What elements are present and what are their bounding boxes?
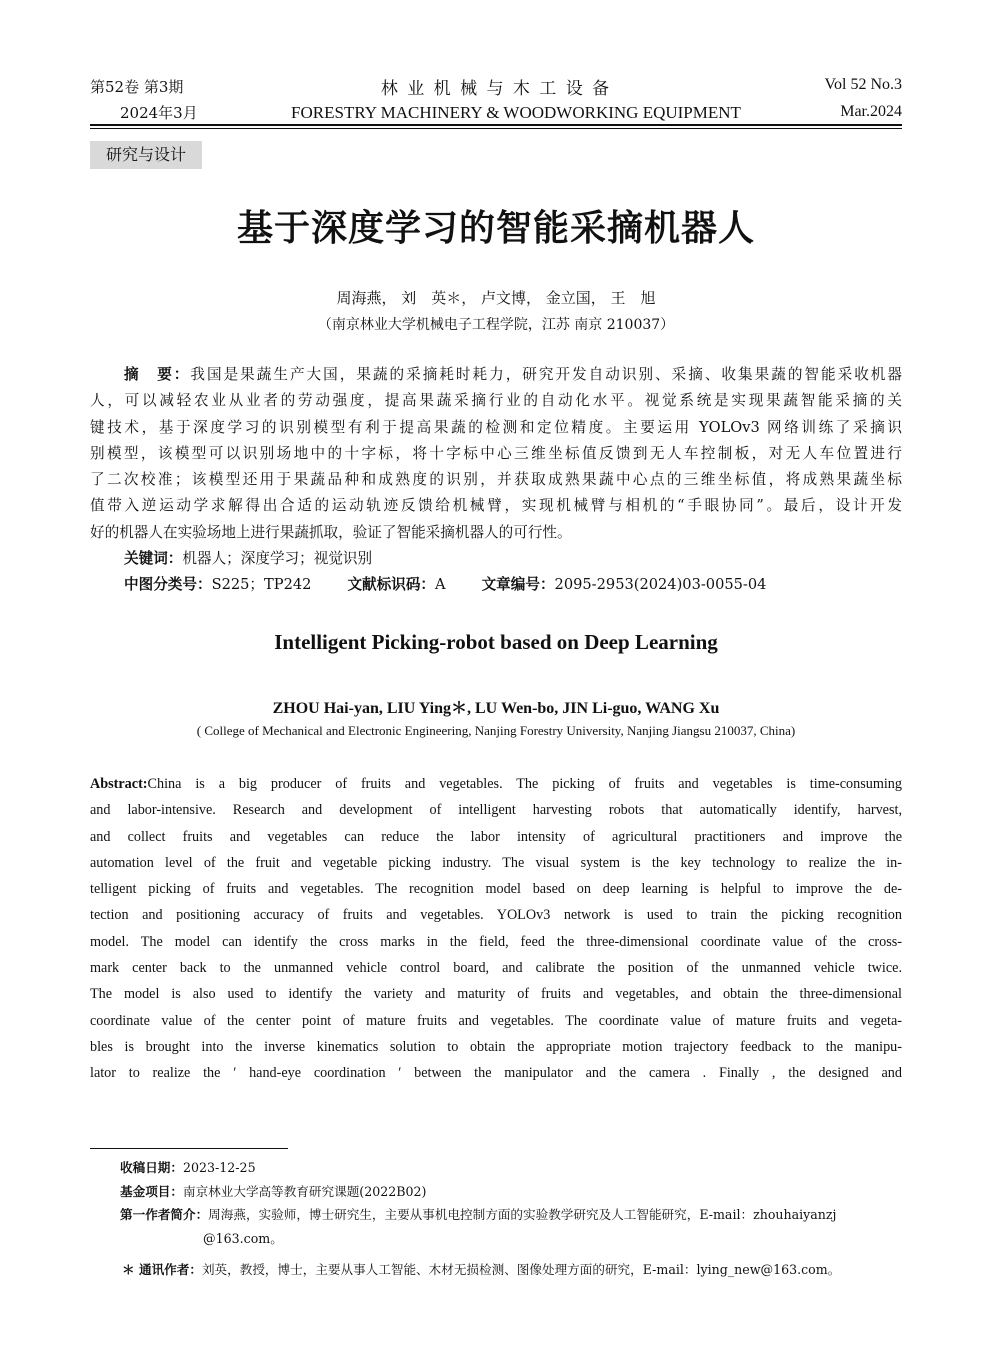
- clc-label: 中图分类号：: [124, 576, 212, 594]
- first-author-bio: 周海燕，实验师，博士研究生，主要从事机电控制方面的实验教学研究及人工智能研究，E-mail：zhouhaiyanzj: [208, 1207, 837, 1222]
- corresponding-label: ＊ 通讯作者：: [122, 1262, 202, 1277]
- journal-name-en: FORESTRY MACHINERY & WOODWORKING EQUIPMENT: [291, 103, 741, 122]
- first-author-label: 第一作者简介：: [120, 1207, 209, 1222]
- abstract-en-line: coordinate value of the center point of mature fruits and vegetables. The coordinate value of mature fruits and vegeta-: [90, 1012, 902, 1029]
- header-rule-thin: [90, 128, 902, 129]
- abstract-zh-line: 人，可以减轻农业从业者的劳动强度，提高果蔬采摘行业的自动化水平。视觉系统是实现果蔬智能采摘的关: [90, 392, 902, 410]
- abstract-zh-label: 摘 要：: [124, 366, 191, 383]
- abstract-en-line: and collect fruits and vegetables can reduce the labor intensity of agricultural practitioners and improve the: [90, 828, 902, 845]
- article-number-label: 文章编号：: [481, 576, 555, 594]
- volume-issue-en: Vol 52 No.3: [824, 76, 902, 93]
- abstract-zh-line: 键技术，基于深度学习的识别模型有利于提高果蔬的检测和定位精度。主要运用 YOLOv3 网络训练了采摘识: [90, 418, 902, 436]
- abstract-en-line: tection and positioning accuracy of fruits and vegetables. YOLOv3 network is used to train the picking recognition: [90, 907, 902, 924]
- abstract-en-line: bles is brought into the inverse kinematics solution to obtain the appropriate motion trajectory feedback to the manipu-: [90, 1038, 902, 1055]
- date-zh: 2024年3月: [120, 104, 198, 122]
- received-label: 收稿日期：: [120, 1160, 183, 1175]
- authors-zh: 周海燕， 刘 英＊， 卢文博， 金立国， 王 旭: [336, 289, 656, 307]
- footnote-corresponding: [122, 1259, 840, 1278]
- section-tag: 研究与设计: [90, 141, 202, 169]
- footnote-rule: [90, 1148, 288, 1149]
- article-number-value: 2095-2953(2024)03-0055-04: [554, 576, 767, 594]
- abstract-en-line: automation level of the fruit and vegetable picking industry. The visual system is the key technology to realize the in-: [90, 854, 902, 871]
- clc-value: S225；TP242: [211, 576, 312, 594]
- volume-issue-zh: 第52卷 第3期: [90, 78, 184, 96]
- fund-label: 基金项目：: [120, 1184, 183, 1199]
- abstract-en: [90, 771, 902, 1087]
- footnote-first-author-cont: @163.com。: [203, 1231, 283, 1246]
- abstract-zh: [90, 362, 902, 599]
- affiliation-en: ( College of Mechanical and Electronic Engineering, Nanjing Forestry University, Nanjing Jiangsu 210037, China): [196, 723, 796, 738]
- abstract-zh-line: 了二次校准；该模型还用于果蔬品种和成熟度的识别，并获取成熟果蔬中心点的三维坐标值，将成熟果蔬坐标: [90, 471, 902, 489]
- corresponding-bio: 刘英，教授，博士，主要从事人工智能、木材无损检测、图像处理方面的研究，E-mail：lying_new@163.com。: [201, 1262, 841, 1277]
- classification-row: [90, 572, 902, 598]
- footnote-received: [120, 1157, 256, 1176]
- abstract-en-line: model. The model can identify the cross marks in the field, feed the three-dimensional coordinate value of the cross-: [90, 933, 902, 950]
- abstract-zh-line: 值带入逆运动学求解得出合适的运动轨迹反馈给机械臂，实现机械臂与相机的“手眼协同”。最后，设计开发: [90, 497, 902, 515]
- paper-title-zh: 基于深度学习的智能采摘机器人: [236, 208, 755, 249]
- footnote-first-author: [120, 1204, 902, 1223]
- abstract-en-line: lator to realize the ′ hand-eye coordination ′ between the manipulator and the camera . Finally , the designed and: [90, 1065, 902, 1082]
- abstract-en-line: The model is also used to identify the variety and maturity of fruits and vegetables, and obtain the three-dimensional: [90, 986, 902, 1003]
- abstract-en-label: Abstract:: [90, 776, 148, 792]
- doc-code-value: A: [435, 576, 446, 594]
- journal-name-zh: 林 业 机 械 与 木 工 设 备: [380, 79, 612, 99]
- header-rule: [90, 124, 902, 126]
- footnote-fund: [120, 1181, 426, 1200]
- abstract-en-line: China is a big producer of fruits and vegetables. The picking of fruits and vegetables is time-consuming: [147, 776, 902, 792]
- received-date: 2023-12-25: [182, 1160, 256, 1175]
- abstract-zh-line: 好的机器人在实验场地上进行果蔬抓取，验证了智能采摘机器人的可行性。: [90, 523, 572, 541]
- abstract-zh-line: 别模型，该模型可以识别场地中的十字标，将十字标中心三维坐标值反馈到无人车控制板，对无人车位置进行: [90, 444, 902, 462]
- abstract-en-line: mark center back to the unmanned vehicle control board, and calibrate the position of the unmanned vehicle twice.: [90, 960, 902, 977]
- abstract-en-line: telligent picking of fruits and vegetables. The recognition model based on deep learning is helpful to improve the de-: [90, 881, 902, 898]
- keywords-label: 关键词：: [124, 550, 183, 568]
- abstract-en-line: and labor-intensive. Research and development of intelligent harvesting robots that automatically identify, harvest,: [90, 802, 902, 819]
- keywords-value: 机器人；深度学习；视觉识别: [182, 550, 373, 568]
- abstract-zh-line: 我国是果蔬生产大国，果蔬的采摘耗时耗力，研究开发自动识别、采摘、收集果蔬的智能采收机器: [190, 366, 902, 383]
- authors-en: ZHOU Hai-yan, LIU Ying＊, LU Wen-bo, JIN Li-guo, WANG Xu: [272, 700, 720, 717]
- affiliation-zh: （南京林业大学机械电子工程学院，江苏 南京 210037）: [317, 317, 675, 333]
- fund-value: 南京林业大学高等教育研究课题(2022B02): [182, 1184, 427, 1199]
- doc-code-label: 文献标识码：: [347, 576, 436, 594]
- paper-title-en: Intelligent Picking-robot based on Deep Learning: [274, 630, 718, 654]
- date-en: Mar.2024: [840, 103, 902, 120]
